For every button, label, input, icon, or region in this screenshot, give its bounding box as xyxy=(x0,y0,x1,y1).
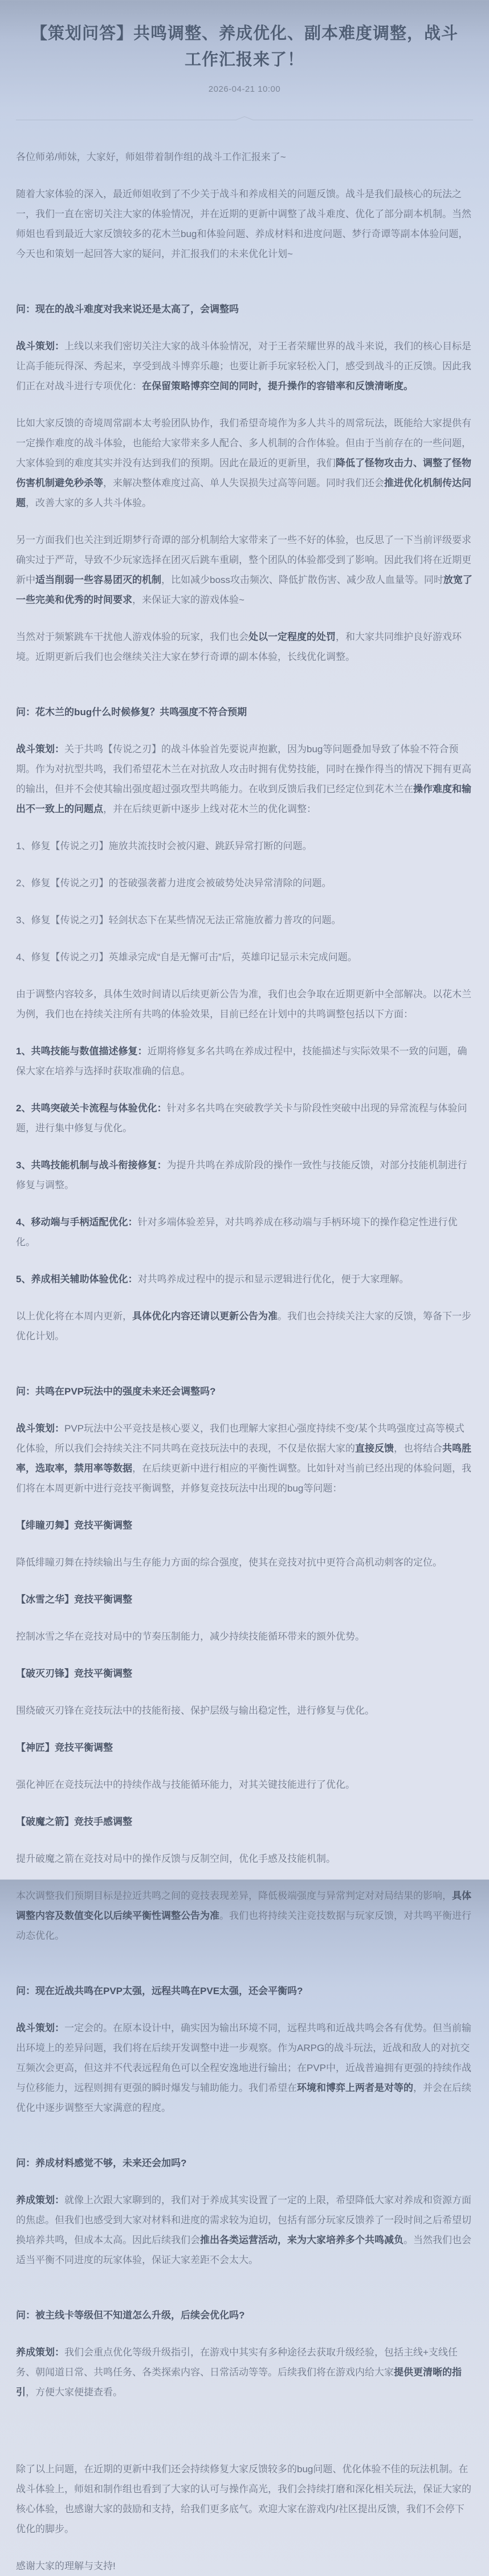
section-gap xyxy=(16,2419,473,2442)
text-run: ，改善大家的多人共斗体验。 xyxy=(26,498,152,508)
bold-text-run: 养成策划： xyxy=(16,2195,64,2206)
paragraph xyxy=(16,530,473,610)
bold-text-run: 3、共鸣技能机制与战斗衔接修复： xyxy=(16,1160,167,1171)
bold-text-run: 问：现在的战斗难度对我来说还是太高了，会调整吗 xyxy=(16,304,239,315)
paragraph xyxy=(16,2459,473,2539)
bold-text-run: 共鸣胜率，选取率，禁用率等数据 xyxy=(16,1443,471,1474)
bold-text-run: 操作难度和输出不一致上的问题点 xyxy=(16,784,471,814)
text-run: 控制冰雪之华在竞技对局中的节奏压制能力，减少持续技能循环带来的额外优势。 xyxy=(16,1631,365,1642)
bold-text-run: 问：现在近战共鸣在PVP太强，远程共鸣在PVE太强，还会平衡吗? xyxy=(16,1986,303,1996)
paragraph xyxy=(16,984,473,1024)
bold-text-run: 战斗策划： xyxy=(16,341,64,352)
adjustment-subheading xyxy=(16,1589,473,1609)
bold-text-run: 问：被主线卡等级但不知道怎么升级，后续会优化吗? xyxy=(16,2310,245,2321)
text-run: 4、修复【传说之刃】英雄录完成“自是无懈可击”后，英雄印记显示未完成问题。 xyxy=(16,952,357,963)
bold-text-run: 5、养成相关辅助体验优化： xyxy=(16,1274,138,1285)
question-heading xyxy=(16,2305,473,2325)
text-run: 各位师弟/师妹，大家好，师姐带着制作组的战斗工作汇报来了~ xyxy=(16,152,286,162)
paragraph xyxy=(16,1041,473,1081)
bold-text-run: 【神匠】竞技平衡调整 xyxy=(16,1742,113,1753)
paragraph xyxy=(16,2342,473,2402)
page-title: 【策划问答】共鸣调整、养成优化、副本难度调整，战斗工作汇报来了！ xyxy=(30,25,458,69)
bold-text-run: 【绯瞳刃舞】竞技平衡调整 xyxy=(16,1520,132,1531)
question-heading xyxy=(16,299,473,319)
bold-text-run: 推出各类运营活动，来为大家培养多个共鸣减负 xyxy=(200,2235,404,2245)
text-run: 由于调整内容较多，具体生效时间请以后续更新公告为准，我们也会争取在近期更新中全部解决。以花木兰为例，我们也在持续关注所有共鸣的体验效果，目前已经在计划中的共鸣调整包括以下方面： xyxy=(16,989,471,1020)
text-run: ，并在后续更新中逐步上线对花木兰的优化调整： xyxy=(103,804,316,814)
text-run: 就像上次跟大家聊到的，我们对于养成其实设置了一定的上限，希望降低大家对养成和资源方面的焦虑。但我们也感受到大家对材料和进度的需求较为迫切，包括有部分玩家反馈养了一段时间之后希望切换培养共鸣，但成本太高。因此后续我们会 xyxy=(16,2195,471,2245)
text-run: 以上优化将在本周内更新， xyxy=(16,1311,132,1322)
paragraph xyxy=(16,336,473,396)
text-run: 比如大家反馈的奇境周常副本太考验团队协作，我们希望奇境作为多人共斗的周常玩法，既能给大家提供有一定操作难度的战斗体验，也能给大家带来多人配合、多人机制的合作体验。但由于当前存在的一些问题，大家体验到的难度其实并没有达到我们的预期。因此在最近的更新里，我们 xyxy=(16,418,471,468)
question-heading xyxy=(16,2153,473,2173)
text-run: 感谢大家的理解与支持! xyxy=(16,2561,116,2571)
text-run: ，也将结合 xyxy=(394,1443,442,1454)
paragraph xyxy=(16,1212,473,1252)
paragraph xyxy=(16,1701,473,1721)
text-run: 针对多端体验差异，对共鸣养成在移动端与手柄环境下的操作稳定性进行优化。 xyxy=(16,1217,458,1248)
text-run: 围绕破灭刃锋在竞技玩法中的技能衔接、保护层级与输出稳定性，进行修复与优化。 xyxy=(16,1705,374,1716)
text-run: ，来保证大家的游戏体验~ xyxy=(132,594,244,605)
text-run: 。我们也将持续关注竞技数据与玩家反馈，对共鸣平衡进行动态优化。 xyxy=(16,1910,471,1941)
paragraph xyxy=(16,2556,473,2576)
text-run: 另一方面我们也关注到近期梦行奇谭的部分机制给大家带来了一些不好的体验，也反思了一下当前评级要求确实过于严苛，导致不少玩家选择在团灭后跳车重刷，整个团队的体验都受到了影响。因此我们将在近期更新中 xyxy=(16,535,471,585)
question-heading xyxy=(16,702,473,722)
text-run: PVP玩法中公平竞技是核心要义，我们也理解大家担心强度持续不变/某个共鸣强度过高等模式化体验，所以我们会持续关注不同共鸣在竞技玩法中的表现，不仅是依据大家的 xyxy=(16,1423,464,1454)
paragraph xyxy=(16,184,473,264)
text-run: 2、修复【传说之刃】的苍破强袭蓄力进度会被破势处决异常清除的问题。 xyxy=(16,878,332,888)
bold-text-run: 1、共鸣技能与数值描述修复： xyxy=(16,1046,148,1057)
adjustment-subheading xyxy=(16,1738,473,1758)
text-run: 提升破魔之箭在竞技对局中的操作反馈与反制空间，优化手感及技能机制。 xyxy=(16,1853,336,1864)
text-run: ，方便大家便捷查看。 xyxy=(26,2387,123,2398)
adjustment-subheading xyxy=(16,1812,473,1832)
text-run: 上线以来我们密切关注大家的战斗体验情况，对于王者荣耀世界的战斗来说，我们的核心目标是让高手能玩得深、秀起来，享受到战斗博弈乐趣；也要让新手玩家轻松入门，感受到战斗的正反馈。因此我们正在对战斗进行专项优化： xyxy=(16,341,471,392)
paragraph xyxy=(16,413,473,513)
paragraph xyxy=(16,1627,473,1646)
bold-text-run: 【破魔之箭】竞技手感调整 xyxy=(16,1816,132,1827)
bold-text-run: 推进优化机制传达问题 xyxy=(16,478,471,508)
bold-text-run: 战斗策划： xyxy=(16,744,64,755)
bold-text-run: 具体优化内容还请以更新公告为准 xyxy=(132,1311,278,1322)
publish-date: 2026-04-21 10:00 xyxy=(208,84,281,94)
text-run: 强化神匠在竞技玩法中的持续作战与技能循环能力，对其关键技能进行了优化。 xyxy=(16,1779,355,1790)
text-run: 3、修复【传说之刃】轻剑状态下在某些情况无法正常施放蓄力普攻的问题。 xyxy=(16,915,341,926)
paragraph xyxy=(16,147,473,167)
bold-text-run: 问：共鸣在PVP玩法中的强度未来还会调整吗? xyxy=(16,1386,216,1397)
text-run: 降低绯瞳刃舞在持续输出与生存能力方面的综合强度，使其在竞技对抗中更符合高机动刺客的定位。 xyxy=(16,1557,442,1568)
paragraph xyxy=(16,910,473,930)
text-run: 一定会的。在原本设计中，确实因为输出环境不同，远程共鸣和近战共鸣会各有优势。但当前输出环境上的差异问题，我们将在后续开发调整中进一步观察。作为ARPG的战斗玩法，近战和敌人的对抗交互频次会更高，但这并不代表远程角色可以全程安逸地进行输出；在PVP中，近战普遍拥有更强的持续作战与位移能力，远程则拥有更强的瞬时爆发与辅助能力。我们希望在 xyxy=(16,2023,472,2093)
paragraph xyxy=(16,836,473,856)
text-run: 为提升共鸣在养成阶段的操作一致性与技能反馈，对部分技能机制进行修复与调整。 xyxy=(16,1160,467,1191)
bold-text-run: 【冰雪之华】竞技平衡调整 xyxy=(16,1594,132,1605)
text-run: ，并会在后续优化中逐步调整至大家满意的程度。 xyxy=(16,2082,471,2113)
paragraph xyxy=(16,2018,473,2118)
bold-text-run: 适当削弱一些容易团灭的机制 xyxy=(35,574,161,585)
bold-text-run: 直接反馈 xyxy=(355,1443,394,1454)
paragraph xyxy=(16,1886,473,1946)
adjustment-subheading xyxy=(16,1515,473,1535)
text-run: 。我们也会持续关注大家的反馈，筹备下一步优化计划。 xyxy=(16,1311,471,1342)
bold-text-run: 降低了怪物攻击力、调整了怪物伤害机制避免秒杀等 xyxy=(16,458,471,488)
text-run: 。当然我们也会适当平衡不同进度的玩家体验，保证大家差距不会太大。 xyxy=(16,2235,471,2265)
text-run: 对共鸣养成过程中的提示和显示逻辑进行优化，便于大家理解。 xyxy=(137,1274,409,1285)
text-run: 本次调整我们预期目标是拉近共鸣之间的竞技表现差异，降低极端强度与异常判定对对局结果的影响， xyxy=(16,1890,452,1901)
text-run: 除了以上问题，在近期的更新中我们还会持续修复大家反馈较多的bug问题、优化体验不佳的玩法机制。在战斗体验上，师姐和制作组也看到了大家的认可与操作高光，我们会持续打磨和深化相关玩法，保证大家的核心体验，也感谢大家的鼓励和支持，给我们更多底气。欢迎大家在游戏内/社区提出反馈，我们不会停下优化的脚步。 xyxy=(16,2464,471,2534)
text-run: ，比如减少boss攻击频次、降低扩散伤害、减少敌人血量等。同时 xyxy=(161,574,443,585)
bold-text-run: 具体调整内容及数值变化以后续平衡性调整公告为准 xyxy=(16,1890,471,1921)
article-body xyxy=(16,147,473,2576)
bold-text-run: 提供更清晰的指引 xyxy=(16,2367,462,2398)
paragraph xyxy=(16,947,473,967)
bold-text-run: 放宽了一些完美和优秀的时间要求 xyxy=(16,574,472,605)
text-run: 关于共鸣【传说之刃】的战斗体验首先要说声抱歉，因为bug等问题叠加导致了体验不符合预期。作为对抗型共鸣，我们希望花木兰在对抗敌人攻击时拥有优势技能，同时在操作得当的情况下拥有更高的输出，但并不会使其输出强度超过强攻型共鸣能力。在收到反馈后我们已经定位到花木兰在 xyxy=(16,744,471,794)
bold-text-run: 问：花木兰的bug什么时候修复？共鸣强度不符合预期 xyxy=(16,707,247,718)
paragraph xyxy=(16,873,473,893)
paragraph xyxy=(16,1098,473,1138)
bold-text-run: 问：养成材料感觉不够，未来还会加吗? xyxy=(16,2158,187,2169)
bold-text-run: 4、移动端与手柄适配优化： xyxy=(16,1217,138,1228)
paragraph xyxy=(16,2190,473,2270)
question-heading xyxy=(16,1981,473,2001)
paragraph xyxy=(16,1419,473,1498)
paragraph xyxy=(16,739,473,819)
bold-text-run: 处以一定程度的处罚 xyxy=(248,631,336,642)
section-divider xyxy=(16,115,473,122)
text-run: ，来解决整体难度过高、单人失误损失过高等问题。同时我们还会 xyxy=(103,478,384,488)
bold-text-run: 【破灭刃锋】竞技平衡调整 xyxy=(16,1668,132,1679)
bold-text-run: 养成策划： xyxy=(16,2347,64,2358)
text-run: 近期将修复多名共鸣在养成过程中，技能描述与实际效果不一致的问题，确保大家在培养与选择时获取准确的信息。 xyxy=(16,1046,467,1077)
paragraph xyxy=(16,1849,473,1869)
text-run: 当然对于频繁跳车干扰他人游戏体验的玩家，我们也会 xyxy=(16,631,248,642)
paragraph xyxy=(16,1775,473,1795)
paragraph xyxy=(16,627,473,667)
text-run: 1、修复【传说之刃】施放共流技时会被闪避、跳跃异常打断的问题。 xyxy=(16,841,312,851)
text-run: ，和大家共同维护良好游戏环境。近期更新后我们也会继续关注大家在梦行奇谭的副本体验，长线优化调整。 xyxy=(16,631,462,662)
text-run: 随着大家体验的深入，最近师姐收到了不少关于战斗和养成相关的问题反馈。战斗是我们最核心的玩法之一，我们一直在密切关注大家的体验情况，并在近期的更新中调整了战斗难度、优化了部分副本机制。当然师姐也看到最近大家反馈较多的花木兰bug和体验问题、养成材料和进度问题、梦行奇谭等副本体验问题，今天也和策划一起回答大家的疑问，并汇报我们的未来优化计划~ xyxy=(16,189,471,259)
text-run: 我们会重点优化等级升级指引，在游戏中其实有多种途径去获取升级经验，包括主线+支线任务、朝闻道日常、共鸣任务、各类探索内容、日常活动等等。后续我们将在游戏内给大家 xyxy=(16,2347,458,2378)
bold-text-run: 战斗策划： xyxy=(16,1423,64,1434)
bold-text-run: 2、共鸣突破关卡流程与体验优化： xyxy=(16,1103,167,1114)
question-heading xyxy=(16,1381,473,1401)
bold-text-run: 环境和博弈上两者是对等的 xyxy=(297,2082,413,2093)
text-run: 针对多名共鸣在突破教学关卡与阶段性突破中出现的异常流程与体验问题，进行集中修复与优化。 xyxy=(16,1103,467,1134)
paragraph xyxy=(16,1552,473,1572)
paragraph xyxy=(16,1269,473,1289)
bold-text-run: 在保留策略博弈空间的同时，提升操作的容错率和反馈清晰度。 xyxy=(142,381,413,392)
adjustment-subheading xyxy=(16,1664,473,1684)
bold-text-run: 战斗策划： xyxy=(16,2023,64,2033)
text-run: ，在后续更新中进行相应的平衡性调整。比如针对当前已经出现的体验问题，我们将在本周更新中进行竞技平衡调整，并修复竞技玩法中出现的bug等问题： xyxy=(16,1463,471,1494)
paragraph xyxy=(16,1155,473,1195)
paragraph xyxy=(16,1306,473,1346)
